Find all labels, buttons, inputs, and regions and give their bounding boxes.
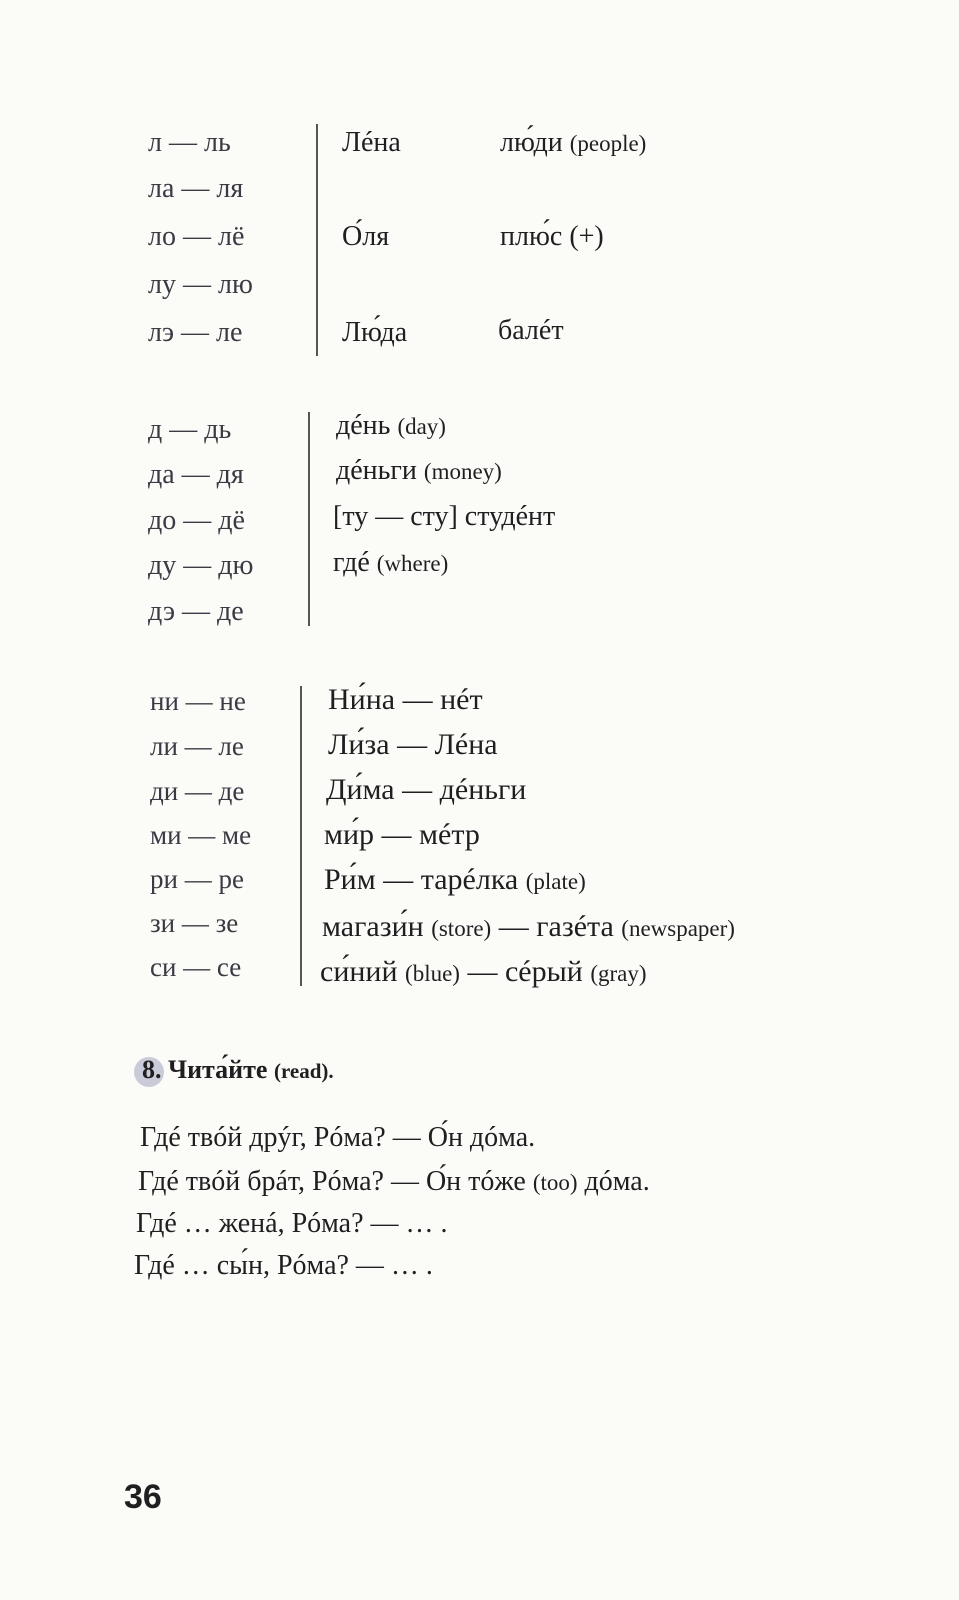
word-with-gloss [500,127,646,159]
syllable-pair: лэ — ле [148,317,243,348]
exercise-instruction: Чита́йте [168,1055,268,1084]
word: Ли́за [328,728,390,761]
syllable-pair: ди — де [150,776,245,806]
gloss: (too) [532,1170,578,1195]
reading-line [136,1208,448,1240]
gloss: (store) [431,916,492,941]
word-with-gloss [336,455,502,487]
word: гдé [333,547,370,578]
syllable-pair: да — дя [148,459,244,490]
reading-text: Гдé … сы́н, Рóма? — … . [134,1250,433,1281]
syllable-pair: ми — ме [150,820,252,850]
word: Ни́на [328,683,396,716]
word: дéньги [439,773,527,806]
word-pair: Ди́ма — дéньги [326,773,527,806]
syllable-pair: ни — не [150,686,246,716]
word: мéтр [419,818,480,851]
word-pair: Ри́м — тарéлка (plate) [324,863,586,896]
word: магази́н [322,910,424,943]
word: тарéлка [420,863,519,896]
word: плю́с [500,221,563,252]
word: ми́р [324,818,375,851]
word: си́ний [320,955,398,988]
gloss: (newspaper) [621,916,735,941]
syllable-pair: зи — зе [150,908,239,938]
gloss: (day) [397,414,446,439]
syllable-pair: лу — лю [148,269,253,300]
syllable-pair: л — ль [148,127,231,158]
word-with-gloss [500,221,604,253]
gloss: (+) [569,221,604,252]
syllable-pair: ли — ле [150,731,244,761]
divider-line [300,686,302,986]
word: дéнь [336,410,391,441]
word-pair: магази́н (store) — газéта (newspaper) [322,910,735,943]
gloss: (blue) [405,961,460,986]
syllable-pair: ло — лё [148,221,245,252]
gloss: (plate) [525,869,586,894]
word: балéт [498,315,564,346]
reading-line [138,1166,650,1198]
word: Лéна [342,127,401,158]
gloss: (people) [569,131,647,156]
word: О́ля [342,221,390,252]
exercise-number: 8. [142,1055,162,1084]
reading-line [140,1122,535,1154]
reading-text: дóма. [584,1166,650,1197]
word-pair: ми́р — мéтр [324,818,480,851]
syllable-pair: ду — дю [148,550,254,581]
word: Ди́ма [326,773,395,806]
divider-line [316,124,318,356]
reading-text: Гдé твóй брáт, Рóма? — О́н тóже [138,1166,526,1197]
word: газéта [536,910,614,943]
page-number: 36 [124,1478,162,1516]
word: нéт [440,683,483,716]
reading-text: Гдé твóй дрýг, Рóма? — О́н дóма. [140,1122,536,1153]
word: [ту — сту] студéнт [333,501,556,532]
word-pair: Ни́на — нéт [328,683,483,716]
word: Лю́да [342,317,408,348]
word-with-gloss [336,410,446,442]
syllable-pair: ри — ре [150,864,244,894]
exercise-instruction-gloss: (read). [273,1059,334,1083]
syllable-pair: си — се [150,952,242,982]
syllable-pair: до — дё [148,505,245,536]
syllable-pair: д — дь [148,414,232,445]
word-pair: си́ний (blue) — сéрый (gray) [320,955,647,988]
gloss: (money) [423,459,502,484]
word: сéрый [504,955,583,988]
gloss: (where) [376,551,449,576]
word-with-gloss [333,547,448,579]
reading-text: Гдé … женá, Рóма? — … . [136,1208,448,1239]
word: дéньги [336,455,417,486]
word: Лéна [434,728,498,761]
syllable-pair: дэ — де [148,596,244,627]
word: Ри́м [324,863,376,896]
divider-line [308,412,310,626]
exercise-title [142,1055,334,1085]
gloss: (gray) [590,961,647,986]
word: лю́ди [500,127,563,158]
syllable-pair: ла — ля [148,173,244,204]
reading-line [134,1250,433,1282]
word-pair: Ли́за — Лéна [328,728,498,761]
